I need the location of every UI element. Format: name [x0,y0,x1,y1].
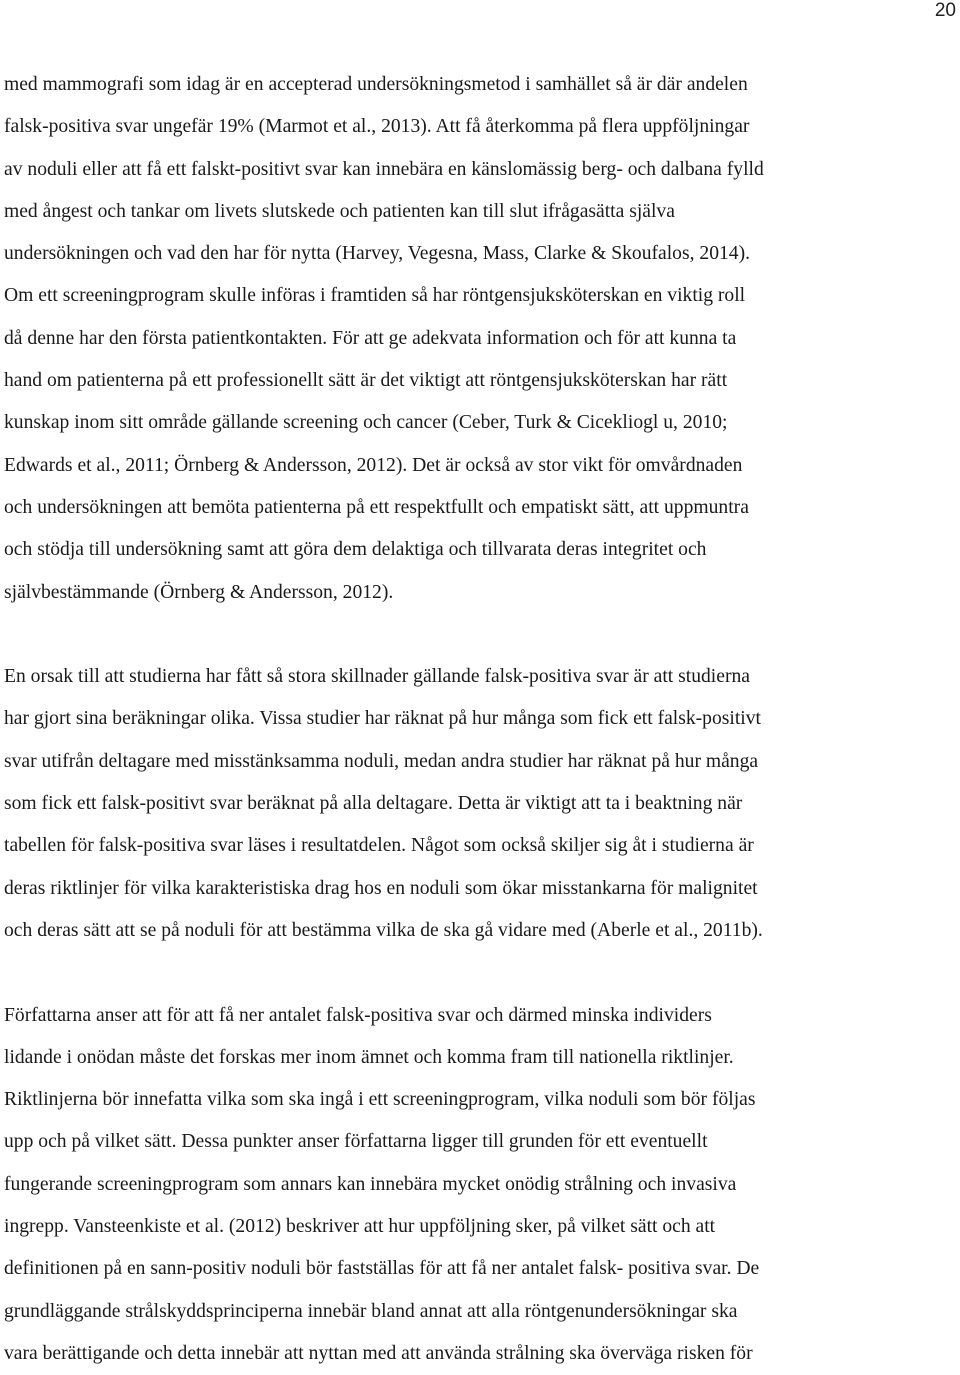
text-line: Edwards et al., 2011; Örnberg & Andersson, 2012). Det är också av stor vikt för omvårdnaden [4,454,743,476]
paragraph-spacer [4,614,954,656]
body-text [4,64,954,1375]
text-line: fungerande screeningprogram som annars kan innebära mycket onödig strålning och invasiva [4,1173,737,1195]
text-line: deras riktlinjer för vilka karakteristiska drag hos en noduli som ökar misstankarna för malignitet [4,877,758,899]
text-line: med mammografi som idag är en accepterad undersökningsmetod i samhället så är där andelen [4,74,748,95]
text-line: Riktlinjerna bör innefatta vilka som ska ingå i ett screeningprogram, vilka noduli som bör följas [4,1089,756,1111]
text-line: har gjort sina beräkningar olika. Vissa studier har räknat på hur många som fick ett falsk-positivt [4,708,761,730]
page-number: 20 [934,0,956,21]
paragraph-1 [4,64,954,614]
text-line: vara berättigande och detta innebär att nyttan med att använda strålning ska överväga risken för [4,1342,753,1364]
text-line: självbestämmande (Örnberg & Andersson, 2012). [4,581,394,603]
text-line: då denne har den första patientkontakten. För att ge adekvata information och för att kunna ta [4,327,737,349]
paragraph-2 [4,656,954,952]
text-line: hand om patienterna på ett professionellt sätt är det viktigt att röntgensjuksköterskan har rätt [4,370,728,392]
text-line: Om ett screeningprogram skulle införas i framtiden så har röntgensjuksköterskan en viktig roll [4,285,746,307]
text-line: kunskap inom sitt område gällande screening och cancer (Ceber, Turk & Cicekliogl u, 2010; [4,412,728,434]
text-line: som fick ett falsk-positivt svar beräknat på alla deltagare. Detta är viktigt att ta i beaktning när [4,793,743,815]
text-line: En orsak till att studierna har fått så stora skillnader gällande falsk-positiva svar är att studierna [4,666,750,688]
text-line: definitionen på en sann-positiv noduli bör fastställas för att få ner antalet falsk- positiva svar. De [4,1258,760,1280]
text-line: lidande i onödan måste det forskas mer inom ämnet och komma fram till nationella riktlinjer. [4,1046,734,1068]
text-line: och deras sätt att se på noduli för att bestämma vilka de ska gå vidare med (Aberle et al., 2011b). [4,919,763,941]
text-line: tabellen för falsk-positiva svar läses i resultatdelen. Något som också skiljer sig åt i studierna är [4,835,754,857]
text-line: upp och på vilket sätt. Dessa punkter anser författarna ligger till grunden för ett eventuellt [4,1131,708,1153]
text-line: och undersökningen att bemöta patienterna på ett respektfullt och empatiskt sätt, att uppmuntra [4,496,749,518]
paragraph-spacer [4,952,954,994]
text-line: grundläggande strålskyddsprinciperna innebär bland annat att alla röntgenundersökningar ska [4,1300,738,1322]
paragraph-3 [4,995,954,1375]
text-line: ingrepp. Vansteenkiste et al. (2012) beskriver att hur uppföljning sker, på vilket sätt och att [4,1216,716,1238]
text-line: med ångest och tankar om livets slutskede och patienten kan till slut ifrågasätta själva [4,200,675,222]
text-line: Författarna anser att för att få ner antalet falsk-positiva svar och därmed minska individers [4,1004,712,1026]
text-line: svar utifrån deltagare med misstänksamma noduli, medan andra studier har räknat på hur många [4,750,759,772]
text-line: undersökningen och vad den har för nytta (Harvey, Vegesna, Mass, Clarke & Skoufalos, 2014). [4,243,751,265]
text-line: av noduli eller att få ett falskt-positivt svar kan innebära en känslomässig berg- och dalbana fylld [4,158,764,180]
text-line: falsk-positiva svar ungefär 19% (Marmot et al., 2013). Att få återkomma på flera uppföljningar [4,116,750,138]
text-line: och stödja till undersökning samt att göra dem delaktiga och tillvarata deras integritet och [4,539,707,561]
